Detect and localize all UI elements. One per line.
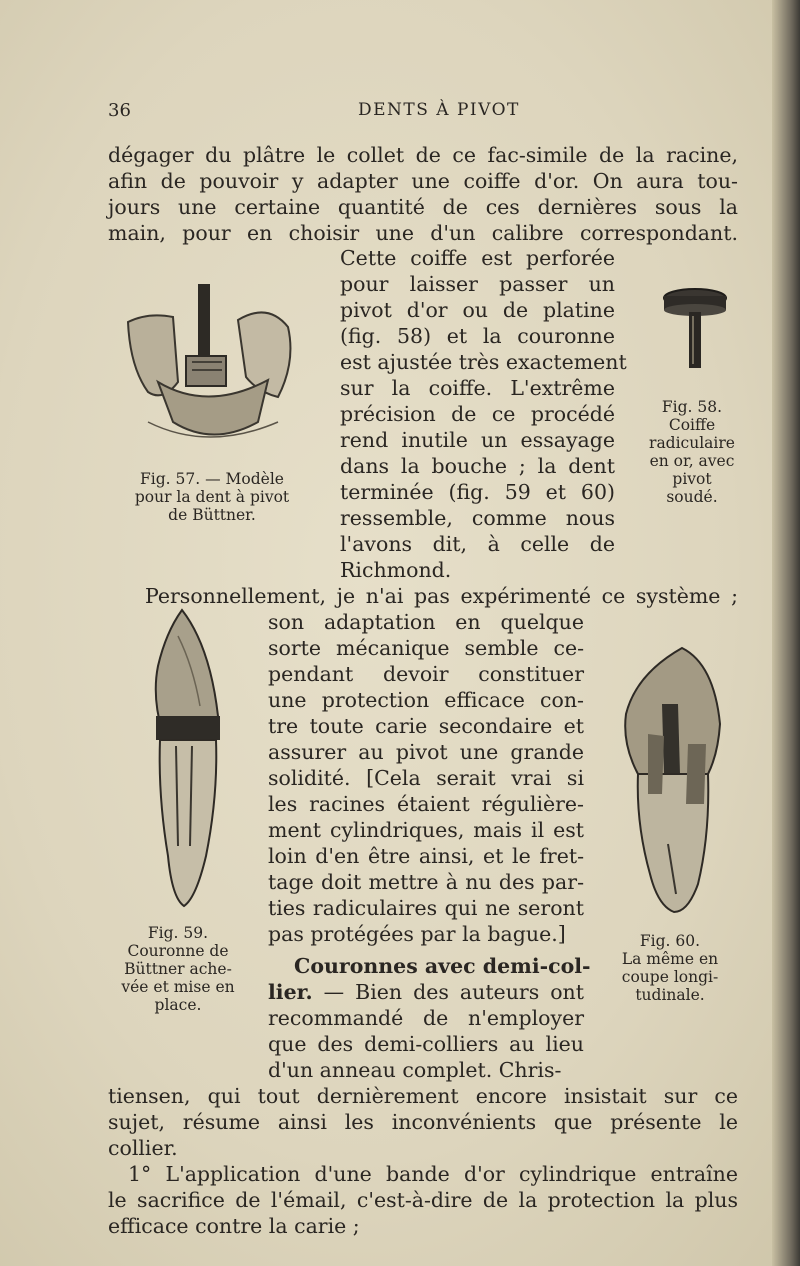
page-edge — [772, 0, 800, 1266]
text-line: sorte mécanique semble ce- — [268, 636, 584, 660]
section-heading — [294, 953, 591, 979]
page-header — [108, 100, 738, 126]
caption-line: coupe longi- — [621, 968, 719, 986]
text-line: tiensen, qui tout dernièrement encore insistait sur ce — [108, 1084, 738, 1108]
caption-line: Fig. 59. — [147, 924, 209, 942]
text-line: ment cylindriques, mais il est — [268, 818, 584, 842]
text-line: pas protégées par la bague.] — [268, 922, 566, 946]
running-title: DENTS À PIVOT — [358, 100, 520, 120]
caption-line: pour la dent à pivot — [134, 488, 290, 506]
text-line: assurer au pivot une grande — [268, 740, 584, 764]
section-text: — Bien des auteurs ont — [312, 980, 584, 1004]
section-heading-part2: lier. — [268, 980, 313, 1004]
text-line: (fig. 58) et la couronne — [340, 324, 615, 348]
text-line: jours une certaine quantité de ces dernières sous la — [108, 195, 738, 219]
text-line: ressemble, comme nous — [340, 506, 615, 530]
text-line: loin d'en être ainsi, et le fret- — [268, 844, 584, 868]
text-line: l'avons dit, à celle de — [340, 532, 615, 556]
caption-line: pivot — [672, 470, 712, 488]
caption-line: Fig. 57. — Modèle — [140, 470, 284, 488]
fig60-caption — [596, 932, 744, 1004]
fig59-illustration — [148, 606, 228, 908]
caption-line: Fig. 60. — [639, 932, 701, 950]
caption-line: radiculaire — [649, 434, 735, 452]
text-line: sur la coiffe. L'extrême — [340, 376, 615, 400]
section-heading-part1: Couronnes avec demi-col- — [294, 954, 591, 978]
text-line: sujet, résume ainsi les inconvénients que présente le — [108, 1110, 738, 1134]
text-line: précision de ce procédé — [340, 402, 615, 426]
text-line: d'un anneau complet. Chris- — [268, 1058, 562, 1082]
text-line: afin de pouvoir y adapter une coiffe d'or. On aura tou- — [108, 169, 738, 193]
caption-line: Coiffe — [668, 416, 716, 434]
fig60-illustration — [618, 644, 726, 914]
caption-line: en or, avec — [649, 452, 735, 470]
text-line: collier. — [108, 1136, 178, 1160]
list-item-line: le sacrifice de l'émail, c'est-à-dire de la protection la plus — [108, 1188, 738, 1212]
caption-line: de Büttner. — [168, 506, 256, 524]
list-item-line: efficace contre la carie ; — [108, 1214, 360, 1238]
text-line: recommandé de n'employer — [268, 1006, 584, 1030]
text-line: tre toute carie secondaire et — [268, 714, 584, 738]
caption-line: tudinale. — [635, 986, 705, 1004]
fig59-caption — [104, 924, 252, 1014]
caption-line: Couronne de — [127, 942, 229, 960]
text-line: est ajustée très exactement — [340, 350, 627, 374]
text-line: Cette coiffe est perforée — [340, 246, 615, 270]
text-line: terminée (fig. 59 et 60) — [340, 480, 615, 504]
caption-line: vée et mise en — [121, 978, 235, 996]
text-line — [268, 979, 584, 1005]
text-line: rend inutile un essayage — [340, 428, 615, 452]
text-line: main, pour en choisir une d'un calibre correspondant. — [108, 221, 738, 245]
caption-line: La même en — [621, 950, 719, 968]
text-line: son adaptation en quelque — [268, 610, 584, 634]
text-line: ties radiculaires qui ne seront — [268, 896, 584, 920]
text-line: une protection efficace con- — [268, 688, 584, 712]
fig57-illustration — [118, 272, 308, 468]
text-line: dans la bouche ; la dent — [340, 454, 615, 478]
text-line: pivot d'or ou de platine — [340, 298, 615, 322]
text-line: dégager du plâtre le collet de ce fac-simile de la racine, — [108, 143, 738, 167]
text-line: que des demi-colliers au lieu — [268, 1032, 584, 1056]
caption-line: place. — [154, 996, 202, 1014]
list-item-line: 1° L'application d'une bande d'or cylindrique entraîne — [128, 1162, 738, 1186]
caption-line: Büttner ache- — [124, 960, 232, 978]
fig58-illustration — [660, 286, 730, 376]
page-number: 36 — [108, 100, 131, 121]
text-line: pendant devoir constituer — [268, 662, 584, 686]
text-line: Personnellement, je n'ai pas expérimenté ce système ; — [145, 584, 738, 608]
fig58-caption — [632, 398, 752, 506]
text-line: tage doit mettre à nu des par- — [268, 870, 584, 894]
text-line: Richmond. — [340, 558, 452, 582]
text-line: les racines étaient régulière- — [268, 792, 584, 816]
fig57-caption — [104, 470, 320, 524]
caption-line: Fig. 58. — [661, 398, 723, 416]
text-line: solidité. [Cela serait vrai si — [268, 766, 584, 790]
caption-line: soudé. — [666, 488, 718, 506]
text-line: pour laisser passer un — [340, 272, 615, 296]
